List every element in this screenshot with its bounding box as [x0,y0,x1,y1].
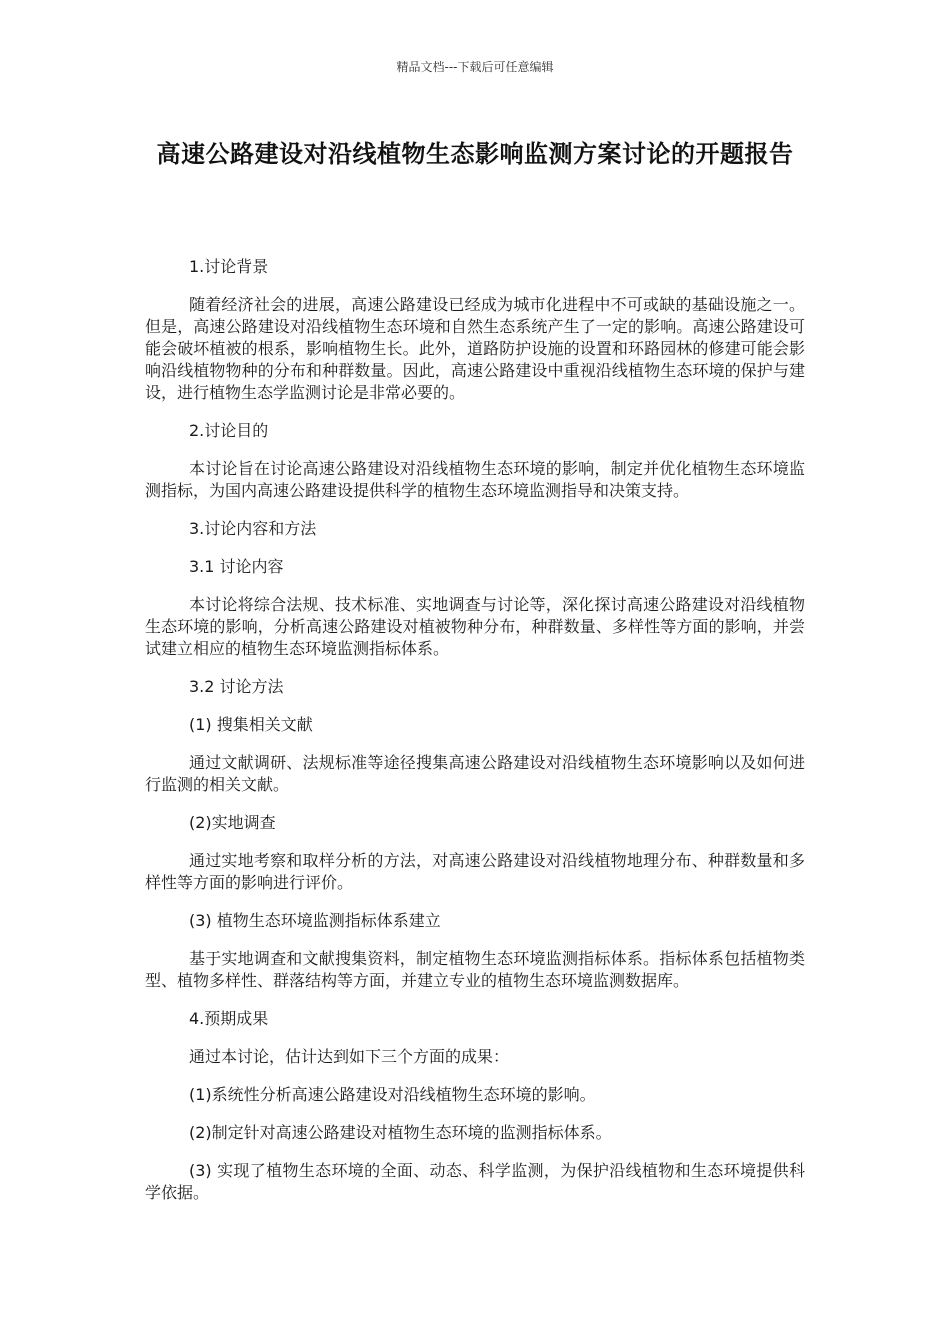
section-heading: 4.预期成果 [189,1009,269,1028]
list-item: (2)制定针对高速公路建设对植物生态环境的监测指标体系。 [189,1123,612,1142]
paragraph: 基于实地调查和文献搜集资料，制定植物生态环境监测指标体系。指标体系包括植物类型、植物多样性、群落结构等方面，并建立专业的植物生态环境监测数据库。 [145,949,805,990]
section-heading: 3.讨论内容和方法 [189,519,317,538]
paragraph: 随着经济社会的进展，高速公路建设已经成为城市化进程中不可或缺的基础设施之一。但是，高速公路建设对沿线植物生态环境和自然生态系统产生了一定的影响。高速公路建设可能会破坏植被的根系，影响植物生长。此外，道路防护设施的设置和环路园林的修建可能会影响沿线植物物种的分布和种群数量。因此，高速公路建设中重视沿线植物生态环境的保护与建设，进行植物生态学监测讨论是非常必要的。 [145,295,805,402]
document-body [145,256,805,1220]
document-title: 高速公路建设对沿线植物生态影响监测方案讨论的开题报告 [156,140,794,168]
list-heading: (1) 搜集相关文献 [189,715,313,734]
paragraph: 通过本讨论，估计达到如下三个方面的成果： [189,1047,510,1066]
section-heading: 1.讨论背景 [189,257,269,276]
paragraph: 本讨论将综合法规、技术标准、实地调查与讨论等，深化探讨高速公路建设对沿线植物生态环境的影响，分析高速公路建设对植被物种分布，种群数量、多样性等方面的影响，并尝试建立相应的植物生态环境监测指标体系。 [145,595,805,658]
subsection-heading: 3.1 讨论内容 [189,557,284,576]
list-item: (3) 实现了植物生态环境的全面、动态、科学监测，为保护沿线植物和生态环境提供科学依据。 [145,1161,805,1202]
list-item: (1)系统性分析高速公路建设对沿线植物生态环境的影响。 [189,1085,596,1104]
paragraph: 本讨论旨在讨论高速公路建设对沿线植物生态环境的影响，制定并优化植物生态环境监测指标，为国内高速公路建设提供科学的植物生态环境监测指导和决策支持。 [145,459,805,500]
header-note: 精品文档---下载后可任意编辑 [396,60,554,74]
paragraph: 通过实地考察和取样分析的方法，对高速公路建设对沿线植物地理分布、种群数量和多样性等方面的影响进行评价。 [145,851,805,892]
list-heading: (2)实地调查 [189,813,276,832]
subsection-heading: 3.2 讨论方法 [189,677,284,696]
list-heading: (3) 植物生态环境监测指标体系建立 [189,911,441,930]
section-heading: 2.讨论目的 [189,421,269,440]
paragraph: 通过文献调研、法规标准等途径搜集高速公路建设对沿线植物生态环境影响以及如何进行监测的相关文献。 [145,753,805,794]
